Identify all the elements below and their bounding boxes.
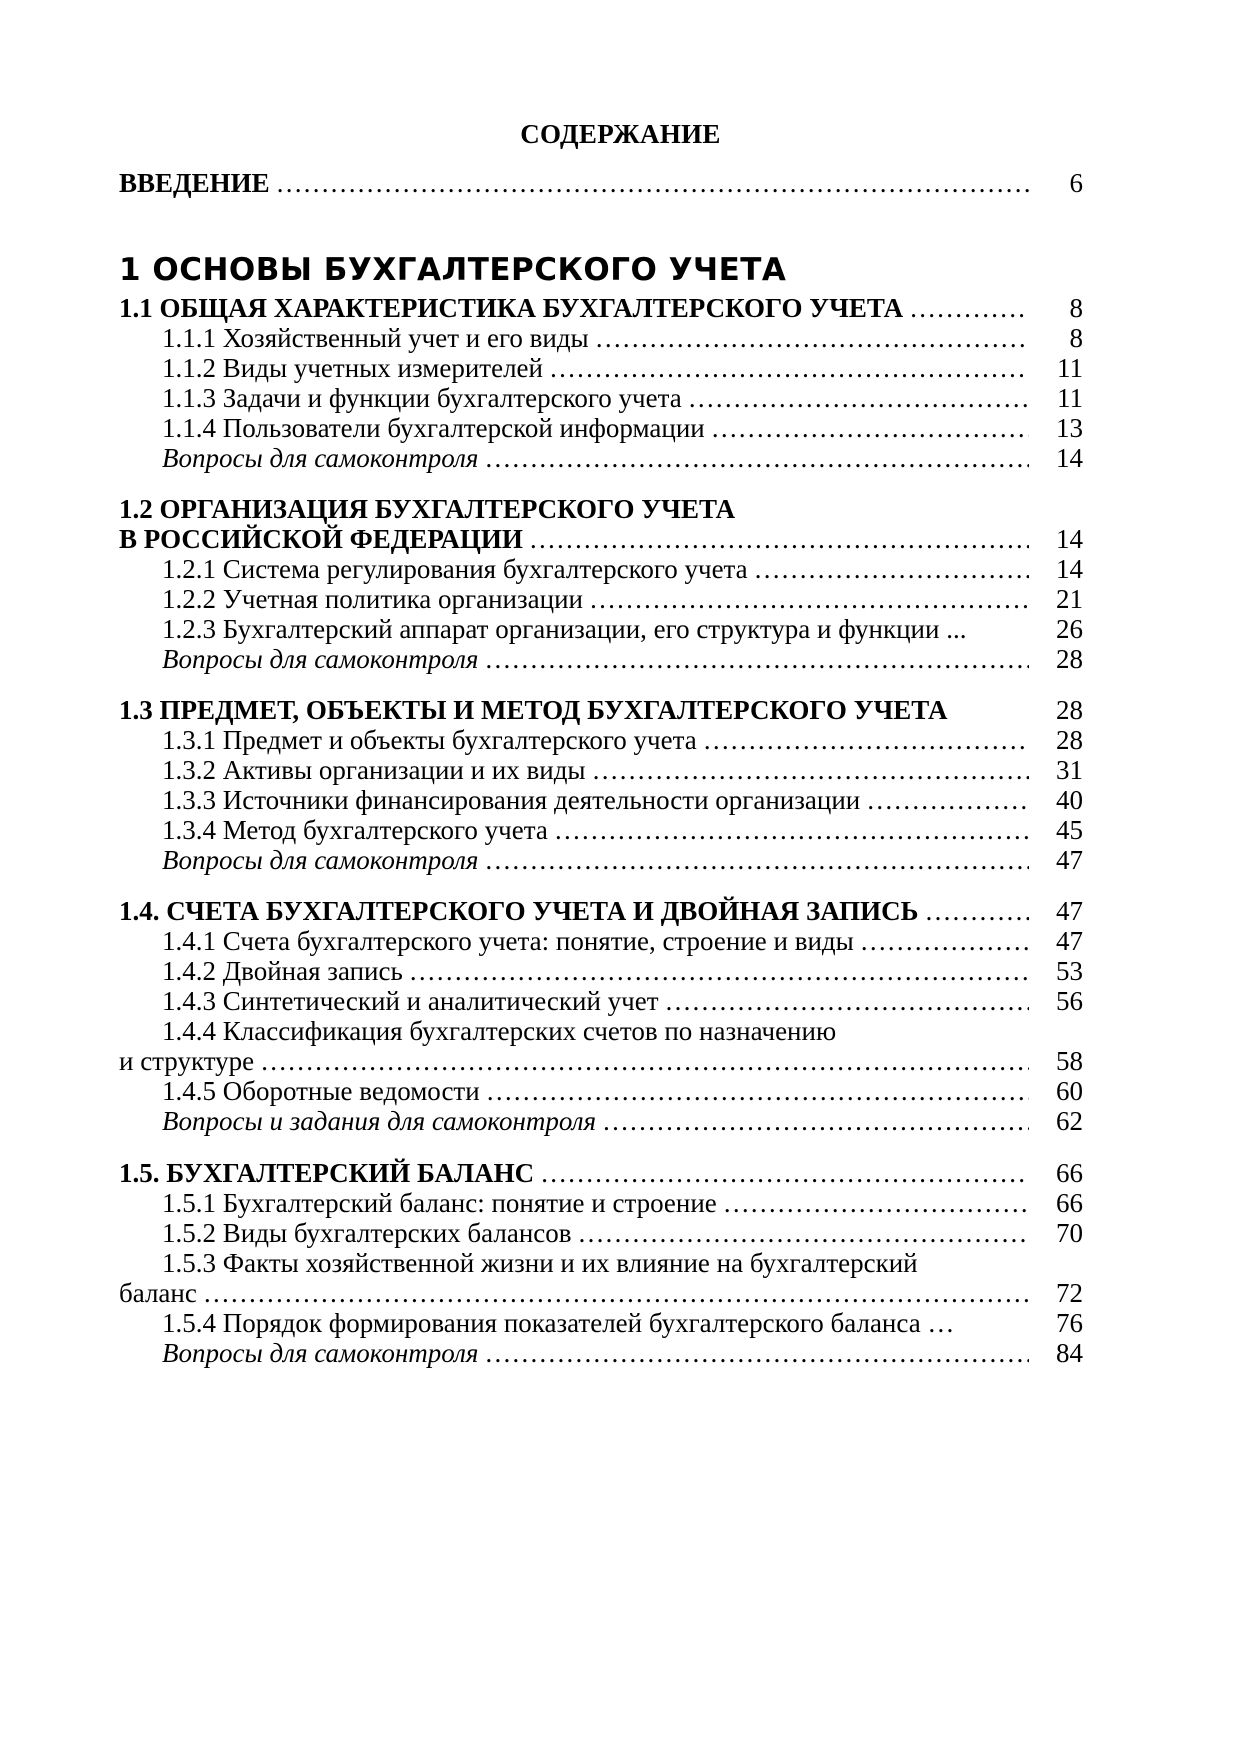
toc-entry-1-5-3-line2[interactable] <box>119 1276 1083 1310</box>
toc-entry-1-1-1[interactable] <box>162 321 1083 355</box>
toc-entry-questions-1-4[interactable] <box>162 1104 1083 1138</box>
toc-entry-1-5-2[interactable] <box>162 1216 1083 1250</box>
toc-page-number: 14 <box>1056 554 1083 584</box>
toc-page-number: 47 <box>1056 896 1083 926</box>
leader-dots <box>711 411 1029 445</box>
toc-entry-1-4-4-line2[interactable] <box>119 1044 1083 1078</box>
toc-entry-1-1-3[interactable] <box>162 381 1083 415</box>
leader-dots <box>860 924 1029 958</box>
leader-dots <box>592 753 1029 787</box>
toc-entry-text: и структуре <box>119 1046 255 1076</box>
leader-dots <box>578 1216 1030 1250</box>
toc-entry-1-4-2[interactable] <box>162 954 1083 988</box>
toc-page-number: 28 <box>1056 725 1083 755</box>
toc-entry-text: 1.4.4 Классификация бухгалтерских счетов по назначению <box>162 1016 837 1046</box>
toc-entry-text: 1.3.2 Активы организации и их виды <box>162 755 586 785</box>
toc-page-number: 28 <box>1056 695 1083 725</box>
toc-page-number: 60 <box>1056 1076 1083 1106</box>
toc-entry-text: Вопросы и задания для самоконтроля <box>162 1106 597 1136</box>
toc-entry-questions-1-1[interactable] <box>162 441 1083 475</box>
toc-page-number: 13 <box>1056 413 1083 443</box>
leader-dots <box>589 582 1029 616</box>
toc-page-number: 14 <box>1056 524 1083 554</box>
leader-dots <box>602 1104 1029 1138</box>
toc-page-number: 11 <box>1057 383 1083 413</box>
leader-dots <box>484 441 1029 475</box>
leader-dots <box>549 351 1029 385</box>
toc-entry-questions-1-2[interactable] <box>162 642 1083 676</box>
leader-dots <box>554 813 1029 847</box>
leader-dots <box>688 381 1029 415</box>
leader-dots <box>924 894 1029 928</box>
toc-page-number: 47 <box>1056 926 1083 956</box>
toc-entry-text: 1.5.4 Порядок формирования показателей бухгалтерского баланса … <box>162 1308 955 1338</box>
toc-entry-text: 1.4.5 Оборотные ведомости <box>162 1076 480 1106</box>
toc-entry-1-4-4-line1[interactable] <box>162 1014 1083 1048</box>
leader-dots <box>484 642 1029 676</box>
toc-entry-text: 1.3 ПРЕДМЕТ, ОБЪЕКТЫ И МЕТОД БУХГАЛТЕРСКОГО УЧЕТА <box>119 695 948 725</box>
toc-entry-text: ВВЕДЕНИЕ <box>119 168 270 198</box>
toc-entry-text: 1.1.2 Виды учетных измерителей <box>162 353 543 383</box>
toc-entry-1-1-2[interactable] <box>162 351 1083 385</box>
toc-entry-intro[interactable] <box>119 166 1083 200</box>
toc-section-1-4[interactable] <box>119 894 1083 928</box>
leader-dots <box>665 984 1029 1018</box>
toc-section-1-2-line1[interactable] <box>119 492 1083 526</box>
toc-entry-text: 1.2 ОРГАНИЗАЦИЯ БУХГАЛТЕРСКОГО УЧЕТА <box>119 494 736 524</box>
toc-page-number: 62 <box>1056 1106 1083 1136</box>
toc-section-1-5[interactable] <box>119 1156 1083 1190</box>
toc-page-number: 8 <box>1069 293 1083 323</box>
toc-entry-text: Вопросы для самоконтроля <box>162 845 479 875</box>
toc-entry-1-2-3[interactable] <box>162 612 1083 646</box>
leader-dots <box>866 783 1029 817</box>
chapter-heading: 1 ОСНОВЫ БУХГАЛТЕРСКОГО УЧЕТА <box>119 252 787 288</box>
toc-entry-1-4-5[interactable] <box>162 1074 1083 1108</box>
toc-entry-1-5-4[interactable] <box>162 1306 1083 1340</box>
leader-dots <box>754 552 1029 586</box>
toc-entry-1-3-4[interactable] <box>162 813 1083 847</box>
toc-entry-text: 1.1.3 Задачи и функции бухгалтерского учета <box>162 383 682 413</box>
toc-entry-text: 1.1.1 Хозяйственный учет и его виды <box>162 323 589 353</box>
toc-entry-text: В РОССИЙСКОЙ ФЕДЕРАЦИИ <box>119 524 523 554</box>
leader-dots <box>595 321 1029 355</box>
toc-entry-text: 1.3.1 Предмет и объекты бухгалтерского учета <box>162 725 697 755</box>
leader-dots <box>260 1044 1029 1078</box>
toc-entry-text: 1.4.2 Двойная запись <box>162 956 403 986</box>
leader-dots <box>484 1336 1029 1370</box>
toc-page-number: 76 <box>1056 1308 1083 1338</box>
toc-entry-text: 1.3.4 Метод бухгалтерского учета <box>162 815 548 845</box>
toc-entry-text: 1.5.2 Виды бухгалтерских балансов <box>162 1218 572 1248</box>
toc-entry-1-3-1[interactable] <box>162 723 1083 757</box>
leader-dots <box>723 1186 1029 1220</box>
toc-section-1-2-line2[interactable] <box>119 522 1083 556</box>
toc-entry-text: Вопросы для самоконтроля <box>162 443 479 473</box>
leader-dots <box>203 1276 1029 1310</box>
toc-entry-text: 1.2.2 Учетная политика организации <box>162 584 583 614</box>
toc-entry-text: 1.2.1 Система регулирования бухгалтерского учета <box>162 554 748 584</box>
toc-entry-1-2-1[interactable] <box>162 552 1083 586</box>
toc-entry-text: 1.2.3 Бухгалтерский аппарат организации, его структура и функции ... <box>162 614 967 644</box>
toc-page-number: 8 <box>1069 323 1083 353</box>
toc-entry-1-5-1[interactable] <box>162 1186 1083 1220</box>
toc-page-number: 66 <box>1056 1158 1083 1188</box>
toc-entry-questions-1-5[interactable] <box>162 1336 1083 1370</box>
toc-entry-text: 1.1.4 Пользователи бухгалтерской информации <box>162 413 705 443</box>
toc-entry-1-4-3[interactable] <box>162 984 1083 1018</box>
toc-page-number: 47 <box>1056 845 1083 875</box>
toc-page-number: 84 <box>1056 1338 1083 1368</box>
toc-page-number: 45 <box>1056 815 1083 845</box>
leader-dots <box>486 1074 1029 1108</box>
toc-page-number: 26 <box>1056 614 1083 644</box>
leader-dots <box>540 1156 1029 1190</box>
toc-entry-text: 1.5.3 Факты хозяйственной жизни и их влияние на бухгалтерский <box>162 1248 918 1278</box>
toc-page-number: 58 <box>1056 1046 1083 1076</box>
toc-entry-text: 1.3.3 Источники финансирования деятельности организации <box>162 785 861 815</box>
toc-entry-1-1-4[interactable] <box>162 411 1083 445</box>
leader-dots <box>409 954 1029 988</box>
toc-entry-text: 1.4. СЧЕТА БУХГАЛТЕРСКОГО УЧЕТА И ДВОЙНАЯ ЗАПИСЬ <box>119 896 919 926</box>
leader-dots <box>484 843 1029 877</box>
toc-entry-text: 1.5.1 Бухгалтерский баланс: понятие и строение <box>162 1188 717 1218</box>
toc-page-number: 11 <box>1057 353 1083 383</box>
toc-entry-1-3-2[interactable] <box>162 753 1083 787</box>
toc-page-number: 31 <box>1056 755 1083 785</box>
toc-section-1-1[interactable] <box>119 291 1083 325</box>
toc-entry-1-4-1[interactable] <box>162 924 1083 958</box>
toc-page-number: 21 <box>1056 584 1083 614</box>
toc-entry-1-5-3-line1[interactable] <box>162 1246 1083 1280</box>
toc-section-1-3[interactable] <box>119 693 1083 727</box>
toc-page-number: 66 <box>1056 1188 1083 1218</box>
toc-entry-text: 1.1 ОБЩАЯ ХАРАКТЕРИСТИКА БУХГАЛТЕРСКОГО УЧЕТА <box>119 293 904 323</box>
toc-page-number: 14 <box>1056 443 1083 473</box>
toc-page-number: 28 <box>1056 644 1083 674</box>
toc-page-number: 70 <box>1056 1218 1083 1248</box>
toc-entry-1-2-2[interactable] <box>162 582 1083 616</box>
toc-entry-text: 1.4.3 Синтетический и аналитический учет <box>162 986 659 1016</box>
leader-dots <box>909 291 1029 325</box>
toc-page-number: 40 <box>1056 785 1083 815</box>
toc-entry-text: 1.4.1 Счета бухгалтерского учета: понятие, строение и виды <box>162 926 854 956</box>
toc-page-number: 56 <box>1056 986 1083 1016</box>
toc-page-number: 53 <box>1056 956 1083 986</box>
toc-entry-text: Вопросы для самоконтроля <box>162 1338 479 1368</box>
toc-entry-text: 1.5. БУХГАЛТЕРСКИЙ БАЛАНС <box>119 1158 535 1188</box>
toc-page-number: 6 <box>1069 168 1083 198</box>
toc-entry-text: Вопросы для самоконтроля <box>162 644 479 674</box>
toc-entry-1-3-3[interactable] <box>162 783 1083 817</box>
toc-entry-text: баланс <box>119 1278 197 1308</box>
leader-dots <box>529 522 1029 556</box>
toc-page-number: 72 <box>1056 1278 1083 1308</box>
leader-dots <box>703 723 1029 757</box>
page-title: СОДЕРЖАНИЕ <box>520 119 721 149</box>
toc-entry-questions-1-3[interactable] <box>162 843 1083 877</box>
leader-dots <box>276 166 1029 200</box>
